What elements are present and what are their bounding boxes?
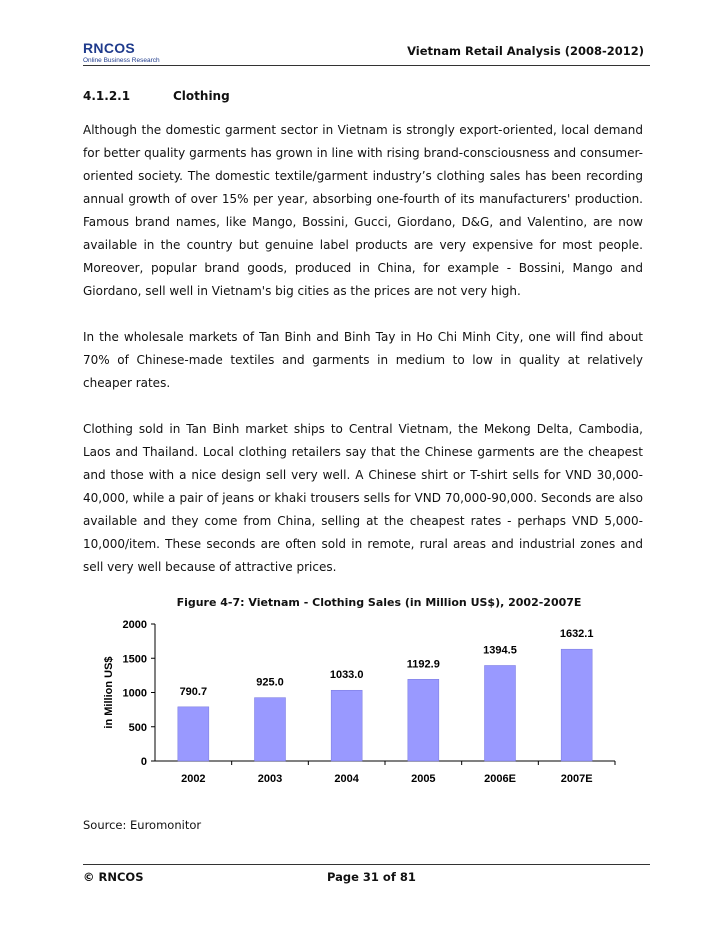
x-tick-label: 2006E — [484, 773, 516, 785]
data-label: 1033.0 — [329, 669, 364, 682]
company-logo: RNCOS — [83, 40, 136, 56]
y-tick-label: 1000 — [122, 687, 147, 700]
footer-copyright: © RNCOS — [83, 870, 144, 884]
figure-title: Figure 4-7: Vietnam - Clothing Sales (in Million US$), 2002-2007E — [176, 596, 582, 609]
section-number: 4.1.2.1 — [83, 89, 131, 103]
section-heading — [83, 89, 230, 103]
clothing-sales-chart — [95, 615, 635, 795]
data-label: 790.7 — [179, 685, 208, 698]
paragraph-1: Although the domestic garment sector in Vietnam is strongly export-oriented, local demand for better quality garments has grown in line with rising brand-consciousness and consumer-oriented society. The domestic textile/garment industry’s clothing sales has been recording annual growth of over 15% per year, absorbing one-fourth of its manufacturers' production. Famous brand names, like Mango, Bossini, Gucci, Giordano, D&G, and Valentino, are now available in the country but genuine label products are very expensive for most people. Moreover, popular brand goods, produced in China, for example - Bossini, Mango and Giordano, sell well in Vietnam's big cities as the prices are not very high. — [83, 123, 643, 298]
paragraph-3: Clothing sold in Tan Binh market ships to Central Vietnam, the Mekong Delta, Cambodia, Laos and Thailand. Local clothing retailers say that the Chinese garments are the cheapest and those with a nice design sell very well. A Chinese shirt or T-shirt sells for VND 30,000-40,000, while a pair of jeans or khaki trousers sells for VND 70,000-90,000. Seconds are also available and they come from China, selling at the cheapest rates - perhaps VND 5,000-10,000/item. These seconds are often sold in remote, rural areas and industrial zones and sell very well because of attractive prices. — [83, 422, 643, 574]
document-title: Vietnam Retail Analysis (2008-2012) — [407, 44, 644, 58]
y-tick-label: 500 — [128, 721, 147, 734]
bar-2006E — [485, 665, 516, 761]
bar-2003 — [255, 698, 286, 761]
bar-2004 — [331, 690, 362, 761]
bar-2002 — [178, 707, 209, 761]
x-tick-label: 2003 — [257, 773, 283, 785]
x-tick-label: 2005 — [411, 773, 436, 785]
company-tagline: Online Business Research — [83, 57, 160, 64]
section-title: Clothing — [173, 89, 230, 103]
source-note: Source: Euromonitor — [83, 818, 202, 832]
y-tick-label: 1500 — [122, 653, 147, 666]
data-label: 1632.1 — [559, 628, 594, 641]
x-tick-label: 2002 — [181, 773, 206, 785]
y-tick-label: 2000 — [122, 619, 147, 631]
data-label: 925.0 — [256, 676, 284, 689]
page-header — [83, 40, 650, 66]
x-tick-label: 2007E — [560, 773, 593, 785]
page-footer — [83, 864, 650, 888]
bar-2007E — [561, 649, 592, 761]
page-number: Page 31 of 81 — [327, 870, 416, 884]
data-label: 1192.9 — [406, 658, 440, 671]
data-label: 1394.5 — [483, 644, 517, 657]
y-axis-title: in Million US$ — [103, 656, 115, 729]
paragraph-2: In the wholesale markets of Tan Binh and Binh Tay in Ho Chi Minh City, one will find about 70% of Chinese-made textiles and garments in medium to low in quality at relatively cheaper rates. — [83, 330, 643, 390]
x-tick-label: 2004 — [334, 773, 359, 785]
bar-2005 — [408, 679, 439, 761]
y-tick-label: 0 — [140, 756, 147, 768]
